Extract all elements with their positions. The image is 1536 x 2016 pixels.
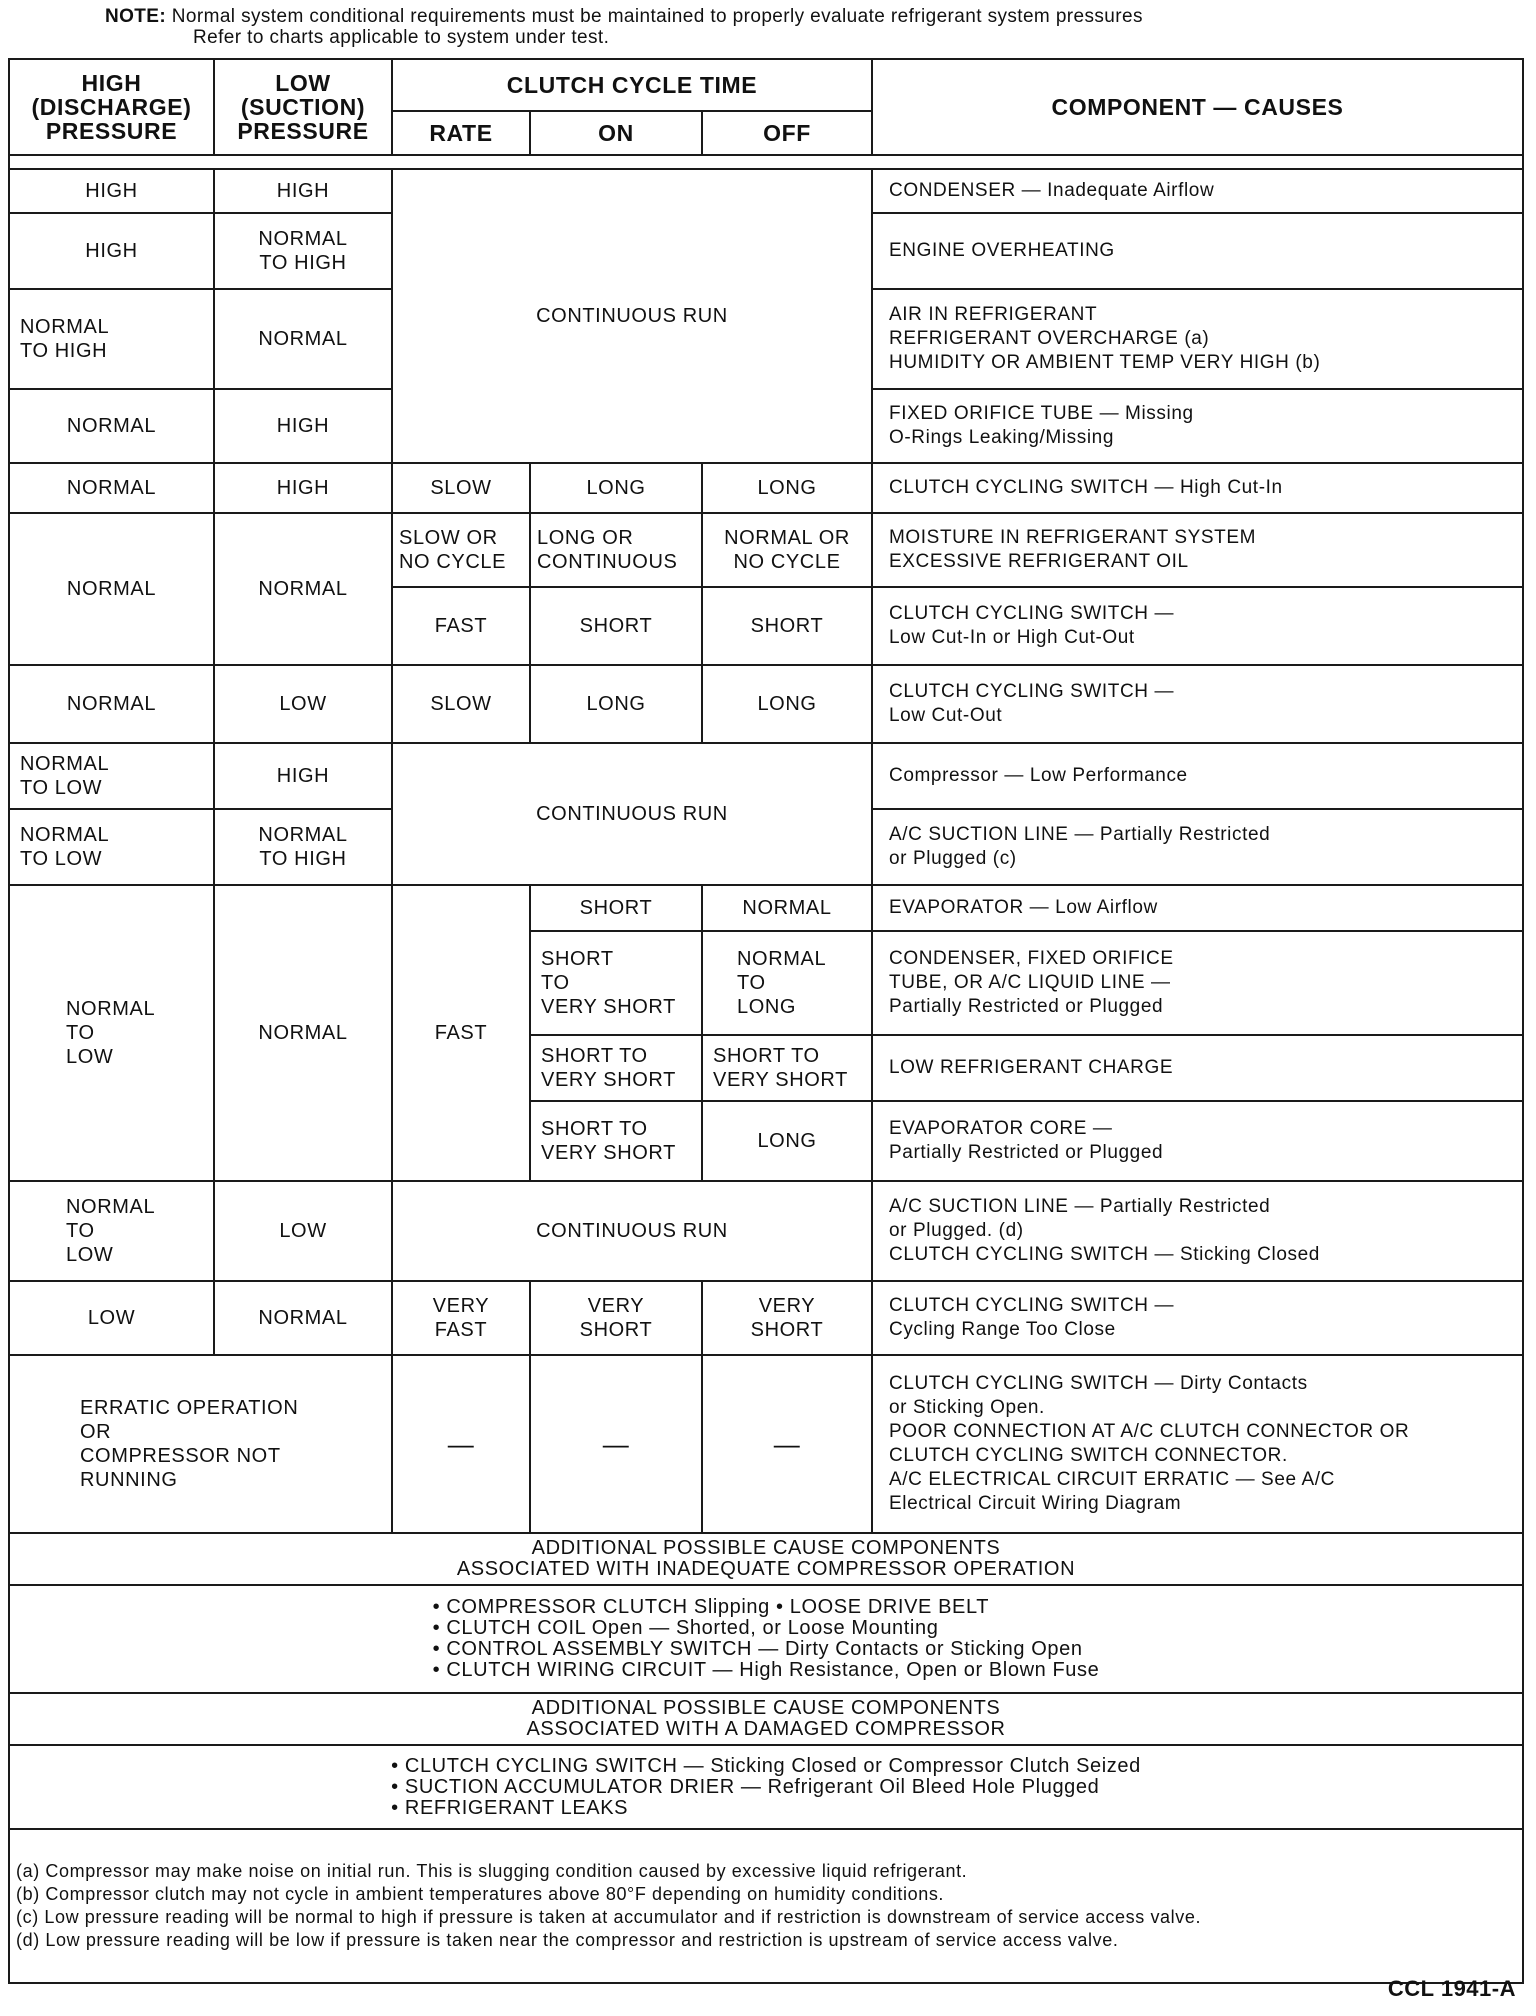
header-clutch-cycle-time: CLUTCH CYCLE TIME [392, 59, 872, 111]
list-item: • CLUTCH CYCLING SWITCH — Sticking Closed or Compressor Clutch Seized [391, 1754, 1141, 1777]
high-pressure-cell: NORMAL [9, 463, 214, 513]
note-label: NOTE: [105, 6, 167, 27]
rate-cell: SLOW [392, 665, 530, 743]
table-row [9, 885, 1523, 931]
high-pressure-cell: NORMAL TO LOW [9, 809, 214, 885]
diagnosis-table [8, 58, 1524, 1984]
additional-causes-heading-1: ADDITIONAL POSSIBLE CAUSE COMPONENTS ASSOCIATED WITH INADEQUATE COMPRESSOR OPERATION [9, 1533, 1523, 1585]
high-pressure-cell: NORMAL [9, 389, 214, 463]
low-pressure-cell: LOW [214, 665, 392, 743]
rate-cell: FAST [392, 885, 530, 1181]
component-cell: CONDENSER, FIXED ORIFICE TUBE, OR A/C LIQUID LINE — Partially Restricted or Plugged [872, 931, 1523, 1035]
header-on: ON [530, 111, 702, 155]
table-row [9, 743, 1523, 809]
footnote-a: (a) Compressor may make noise on initial run. This is slugging condition caused by excessive liquid refrigerant. [16, 1861, 968, 1881]
additional-causes-list-1 [9, 1585, 1523, 1693]
high-pressure-cell: HIGH [9, 169, 214, 213]
additional-causes-heading-2: ADDITIONAL POSSIBLE CAUSE COMPONENTS ASSOCIATED WITH A DAMAGED COMPRESSOR [9, 1693, 1523, 1745]
low-pressure-cell: HIGH [214, 463, 392, 513]
header-component-causes: COMPONENT — CAUSES [872, 59, 1523, 155]
component-cell: CONDENSER — Inadequate Airflow [872, 169, 1523, 213]
off-cell: VERY SHORT [702, 1281, 872, 1355]
low-pressure-cell: HIGH [214, 743, 392, 809]
on-cell: SHORT TO VERY SHORT [530, 931, 702, 1035]
footnote-b: (b) Compressor clutch may not cycle in ambient temperatures above 80°F depending on humidity conditions. [16, 1884, 945, 1904]
high-pressure-cell: NORMAL [9, 513, 214, 665]
on-cell: LONG OR CONTINUOUS [530, 513, 702, 587]
high-pressure-cell: NORMAL TO LOW [9, 885, 214, 1181]
list-item: • CLUTCH WIRING CIRCUIT — High Resistance, Open or Blown Fuse [432, 1659, 1100, 1681]
component-cell: A/C SUCTION LINE — Partially Restricted or Plugged (c) [872, 809, 1523, 885]
component-cell: AIR IN REFRIGERANT REFRIGERANT OVERCHARGE (a) HUMIDITY OR AMBIENT TEMP VERY HIGH (b) [872, 289, 1523, 389]
header-rate: RATE [392, 111, 530, 155]
component-cell: CLUTCH CYCLING SWITCH — Low Cut-In or High Cut-Out [872, 587, 1523, 665]
on-cell: VERY SHORT [530, 1281, 702, 1355]
on-cell: SHORT [530, 587, 702, 665]
low-pressure-cell: LOW [214, 1181, 392, 1281]
rate-cell: VERY FAST [392, 1281, 530, 1355]
on-cell: — [530, 1355, 702, 1533]
table-row [9, 463, 1523, 513]
component-cell: ENGINE OVERHEATING [872, 213, 1523, 289]
low-pressure-cell: HIGH [214, 389, 392, 463]
component-cell: EVAPORATOR — Low Airflow [872, 885, 1523, 931]
off-cell: NORMAL TO LONG [702, 931, 872, 1035]
component-cell: A/C SUCTION LINE — Partially Restricted or Plugged. (d) CLUTCH CYCLING SWITCH — Sticking Closed [872, 1181, 1523, 1281]
component-cell: CLUTCH CYCLING SWITCH — Low Cut-Out [872, 665, 1523, 743]
rate-cell: SLOW OR NO CYCLE [392, 513, 530, 587]
list-item: • COMPRESSOR CLUTCH Slipping • LOOSE DRIVE BELT [432, 1596, 990, 1618]
component-cell: CLUTCH CYCLING SWITCH — Dirty Contacts or Sticking Open. POOR CONNECTION AT A/C CLUTCH CONNECTOR OR CLUTCH CYCLING SWITCH CONNECTOR. A/C ELECTRICAL CIRCUIT ERRATIC — See A/C Electrical Circuit Wiring Diagram [872, 1355, 1523, 1533]
off-cell: LONG [702, 1101, 872, 1181]
note [105, 6, 1505, 48]
list-item: • CLUTCH COIL Open — Shorted, or Loose Mounting [432, 1617, 939, 1639]
component-cell: EVAPORATOR CORE — Partially Restricted or Plugged [872, 1101, 1523, 1181]
on-cell: SHORT TO VERY SHORT [530, 1101, 702, 1181]
list-item: • SUCTION ACCUMULATOR DRIER — Refrigerant Oil Bleed Hole Plugged [391, 1775, 1100, 1798]
component-cell: CLUTCH CYCLING SWITCH — Cycling Range Too Close [872, 1281, 1523, 1355]
high-pressure-cell: HIGH [9, 213, 214, 289]
on-cell: LONG [530, 665, 702, 743]
table-row [9, 169, 1523, 213]
header-high-pressure: HIGH (DISCHARGE) PRESSURE [9, 59, 214, 155]
low-pressure-cell: NORMAL TO HIGH [214, 809, 392, 885]
table-row [9, 1355, 1523, 1533]
footnote-c: (c) Low pressure reading will be normal to high if pressure is taken at accumulator and if restriction is downstream of service access valve. [16, 1907, 1202, 1927]
footnotes [9, 1829, 1523, 1983]
rate-cell: SLOW [392, 463, 530, 513]
rate-cell: FAST [392, 587, 530, 665]
rate-cell: — [392, 1355, 530, 1533]
list-item: • REFRIGERANT LEAKS [391, 1796, 629, 1819]
table-row [9, 1281, 1523, 1355]
table-row [9, 513, 1523, 587]
note-line-1: Normal system conditional requirements must be maintained to properly evaluate refrigerant system pressures [171, 6, 1143, 27]
footnote-d: (d) Low pressure reading will be low if pressure is taken near the compressor and restriction is upstream of service access valve. [16, 1930, 1119, 1950]
off-cell: LONG [702, 665, 872, 743]
on-cell: SHORT TO VERY SHORT [530, 1035, 702, 1101]
note-line-2: Refer to charts applicable to system under test. [193, 27, 610, 48]
high-pressure-cell: NORMAL TO HIGH [9, 289, 214, 389]
low-pressure-cell: NORMAL [214, 1281, 392, 1355]
off-cell: NORMAL OR NO CYCLE [702, 513, 872, 587]
component-cell: LOW REFRIGERANT CHARGE [872, 1035, 1523, 1101]
component-cell: MOISTURE IN REFRIGERANT SYSTEM EXCESSIVE REFRIGERANT OIL [872, 513, 1523, 587]
additional-causes-list-2 [9, 1745, 1523, 1829]
erratic-operation-cell: ERRATIC OPERATION OR COMPRESSOR NOT RUNNING [9, 1355, 392, 1533]
high-pressure-cell: NORMAL [9, 665, 214, 743]
off-cell: SHORT [702, 587, 872, 665]
header-off: OFF [702, 111, 872, 155]
off-cell: NORMAL [702, 885, 872, 931]
low-pressure-cell: NORMAL [214, 513, 392, 665]
off-cell: SHORT TO VERY SHORT [702, 1035, 872, 1101]
continuous-run-cell: CONTINUOUS RUN [392, 169, 872, 463]
table-row [9, 1181, 1523, 1281]
high-pressure-cell: NORMAL TO LOW [9, 743, 214, 809]
header-low-pressure: LOW (SUCTION) PRESSURE [214, 59, 392, 155]
on-cell: LONG [530, 463, 702, 513]
continuous-run-cell: CONTINUOUS RUN [392, 743, 872, 885]
component-cell: FIXED ORIFICE TUBE — Missing O-Rings Leaking/Missing [872, 389, 1523, 463]
continuous-run-cell: CONTINUOUS RUN [392, 1181, 872, 1281]
on-cell: SHORT [530, 885, 702, 931]
document-code: CCL 1941-A [1387, 1976, 1516, 2001]
high-pressure-cell: NORMAL TO LOW [9, 1181, 214, 1281]
low-pressure-cell: NORMAL TO HIGH [214, 213, 392, 289]
off-cell: — [702, 1355, 872, 1533]
table-row [9, 665, 1523, 743]
low-pressure-cell: HIGH [214, 169, 392, 213]
high-pressure-cell: LOW [9, 1281, 214, 1355]
list-item: • CONTROL ASSEMBLY SWITCH — Dirty Contacts or Sticking Open [432, 1638, 1083, 1660]
component-cell: Compressor — Low Performance [872, 743, 1523, 809]
off-cell: LONG [702, 463, 872, 513]
component-cell: CLUTCH CYCLING SWITCH — High Cut-In [872, 463, 1523, 513]
low-pressure-cell: NORMAL [214, 289, 392, 389]
low-pressure-cell: NORMAL [214, 885, 392, 1181]
